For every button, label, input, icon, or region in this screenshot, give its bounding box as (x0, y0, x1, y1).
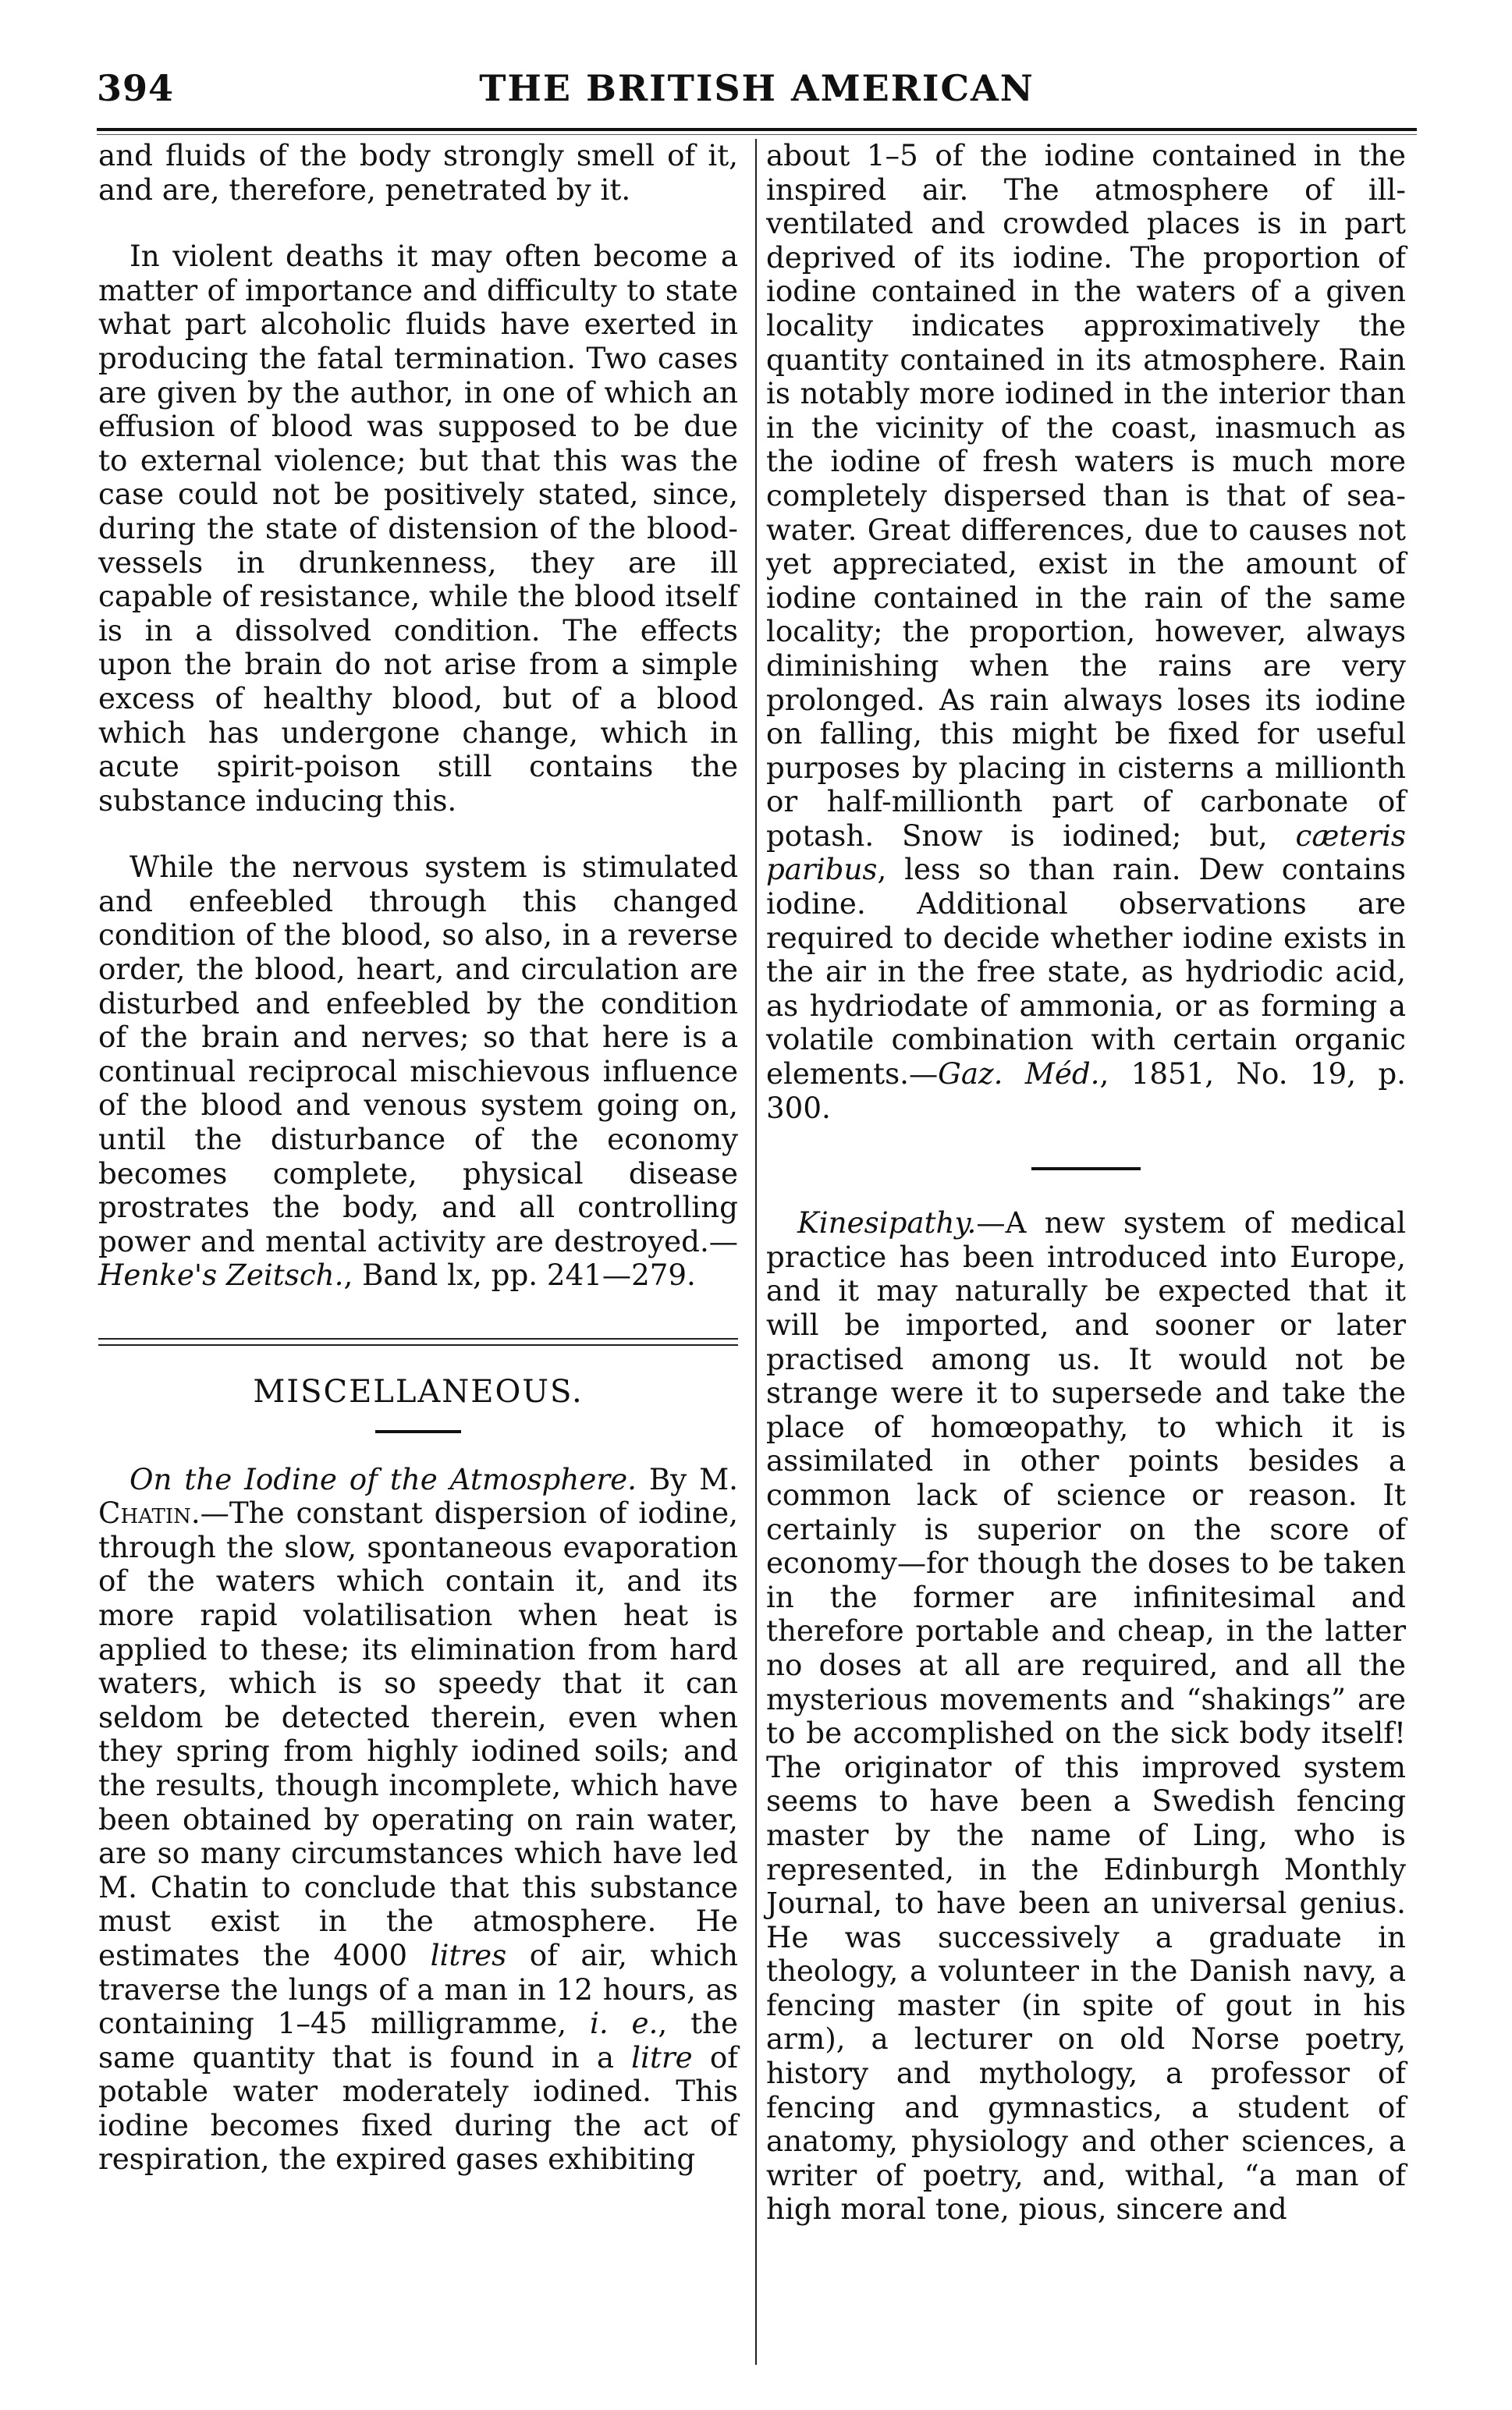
article-text: , the same quantity that is found in a (98, 2006, 738, 2075)
citation: Gaz. Méd. (938, 1056, 1100, 1091)
article-title: Kinesipathy. (797, 1205, 977, 1240)
article-author: M. Chatin (98, 1461, 739, 1531)
italic-term: litres (430, 1937, 507, 1972)
header-rule (97, 128, 1417, 131)
italic-term: i. e. (589, 2006, 658, 2041)
article-title: On the Iodine of the Atmosphere. (130, 1461, 637, 1496)
article-text: of potable water moderately iodined. This iodine becomes fixed during the act of respiration, the expired gases exhibiting (98, 2039, 738, 2177)
section-heading: MISCELLANEOUS. (253, 1374, 584, 1410)
article-separator (1031, 1167, 1141, 1170)
article-kinesipathy (766, 1206, 1406, 2227)
paragraph-text: While the nervous system is stimulated and enfeebled through this changed condition of the blood, so also, in a reverse order, the blood, heart, and circulation are disturbed and enfeebled by the condition of the brain and nerves; so that here is a continual reciprocal mischievous influence of the blood and venous system going on, until the disturbance of the economy becomes complete, physical disease prostrates the body, and all controlling power and mental activity are destroyed.— (98, 850, 738, 1258)
right-column (766, 139, 1406, 2227)
article-text: —A new system of medical practice has been introduced into Europe, and it may naturally be expected that it will be imported, and sooner or later practised among us. It would not be strange were it to supersede and take the place of homœopathy, to which it is assimilated in other points besides a common lack of science or reason. It certainly is superior on the score of economy—for though the doses to be taken in the former are infinitesimal and therefore portable and cheap, in the latter no doses at all are required, and all the mysterious movements and “shakings” are to be accomplished on the sick body itself! The originator of this improved system seems to have been a Swedish fencing master by the name of Ling, who is represented, in the Edinburgh Monthly Journal, to have been an universal genius. He was successively a graduate in theology, a volunteer in the Danish navy, a fencing master (in spite of gout in his arm), a lecturer on old Norse poetry, history and mythology, a professor of fencing and gymnastics, a student of anatomy, physiology and other sciences, a writer of poetry, and, withal, “a man of high moral tone, pious, sincere and (766, 1205, 1406, 2227)
heading-rule (375, 1430, 461, 1433)
article-text: of air, which traverse the lungs of a man in 12 hours, as containing 1–45 milligramme, (98, 1937, 738, 2041)
page-number: 394 (97, 67, 175, 109)
paragraph-iodine-continued (766, 139, 1406, 1125)
paragraph-violent-deaths: In violent deaths it may often become a matter of importance and difficulty to state what part alcoholic fluids have exerted in producing the fatal termination. Two cases are given by the author, in one of which an effusion of blood was supposed to be due to external violence; but that this was the case could not be positively stated, since, during the state of distension of the blood-vessels in drunkenness, they are ill capable of resistance, while the blood itself is in a dissolved condition. The effects upon the brain do not arise from a simple excess of healthy blood, but of a blood which has undergone change, which in acute spirit-poison still contains the substance inducing this. (98, 239, 738, 818)
page-header (97, 67, 1417, 117)
article-text: .—The constant dispersion of iodine, through the slow, spontaneous evaporation of the waters which contain it, and its more rapid volatilisation when heat is applied to these; its elimination from hard waters, which is so speedy that it can seldom be detected therein, even when they spring from highly iodined soils; and the results, though incomplete, which have been obtained by operating on rain water, are so many circumstances which have led M. Chatin to conclude that this substance must exist in the atmosphere. He estimates the 4000 (98, 1496, 738, 1972)
header-rule-thin (97, 134, 1417, 135)
citation: Henke's Zeitsch. (98, 1258, 344, 1293)
citation-detail: , 1851, No. 19, p. 300. (766, 1056, 1406, 1125)
citation-detail: , Band lx, pp. 241—279. (343, 1258, 696, 1293)
section-divider (98, 1338, 738, 1346)
article-by: By (636, 1461, 700, 1496)
paragraph-nervous-system (98, 850, 738, 1293)
italic-term: litre (631, 2039, 693, 2075)
column-divider (755, 139, 757, 2365)
paragraph-text: about 1–5 of the iodine contained in the inspired air. The atmosphere of ill-ventilated and crowded places is in part deprived of its iodine. The proportion of iodine contained in the waters of a given locality indicates approximatively the quantity contained in its atmosphere. Rain is notably more iodined in the interior than in the vicinity of the coast, inasmuch as the iodine of fresh waters is much more completely dispersed than is that of sea-water. Great differences, due to causes not yet appreciated, exist in the amount of iodine contained in the rain of the same locality; the proportion, however, always diminishing when the rains are very prolonged. As rain always loses its iodine on falling, this might be fixed for useful purposes by placing in cisterns a millionth or half-millionth part of carbonate of potash. Snow is iodined; but, (766, 138, 1406, 853)
paragraph-text: , less so than rain. Dew contains iodine. Additional observations are required to decide whether iodine exists in the air in the free state, as hydriodic acid, as hydriodate of ammonia, or as forming a volatile combination with certain organic elements.— (766, 852, 1406, 1091)
article-iodine (98, 1463, 738, 2177)
paragraph-continued: and fluids of the body strongly smell of it, and are, therefore, penetrated by it. (98, 138, 738, 207)
italic-term: cæteris paribus (766, 818, 1406, 887)
running-head: THE BRITISH AMERICAN (479, 67, 1035, 109)
left-column (98, 139, 738, 2177)
